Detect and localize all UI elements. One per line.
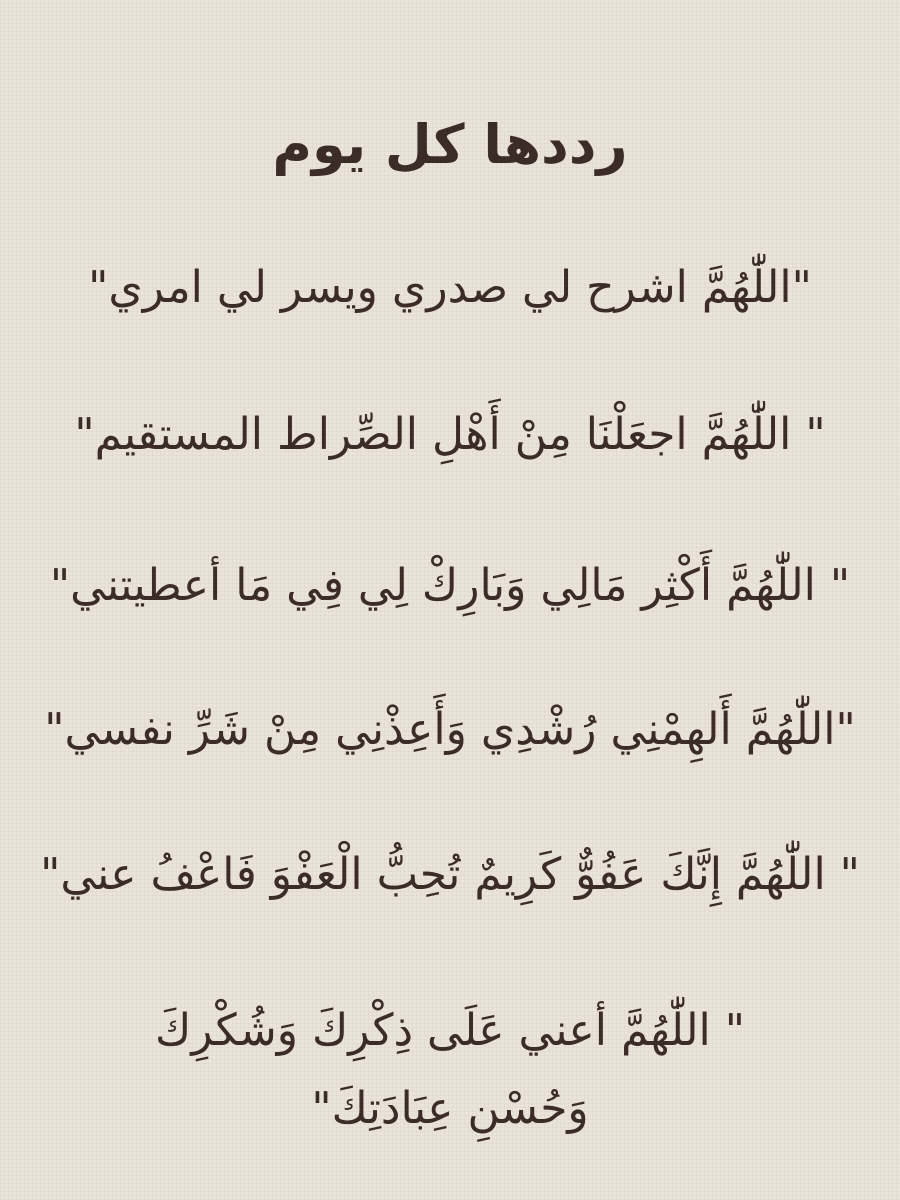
prayer-line: " اللّٰهُمَّ أعني عَلَى ذِكْرِكَ وَشُكْرِكَ وَحُسْنِ عِبَادَتِكَ"	[155, 1005, 745, 1134]
prayer-line: " اللّٰهُمَّ أَكْثِر مَالِي وَبَارِكْ لِي فِي مَا أعطيتني"	[49, 560, 851, 611]
page-title: رددها كل يوم	[272, 113, 628, 176]
prayer-line: "اللّٰهُمَّ اشرح لي صدري ويسر لي امري"	[88, 262, 812, 313]
prayer-line: " اللّٰهُمَّ إِنَّكَ عَفُوٌّ كَرِيمٌ تُحِبُّ الْعَفْوَ فَاعْفُ عني"	[40, 849, 860, 900]
prayer-line: " اللّٰهُمَّ اجعَلْنَا مِنْ أَهْلِ الصِّراط المستقيم"	[74, 409, 826, 460]
prayer-line: "اللّٰهُمَّ أَلهِمْنِي رُشْدِي وَأَعِذْنِي مِنْ شَرِّ نفسي"	[44, 704, 856, 755]
